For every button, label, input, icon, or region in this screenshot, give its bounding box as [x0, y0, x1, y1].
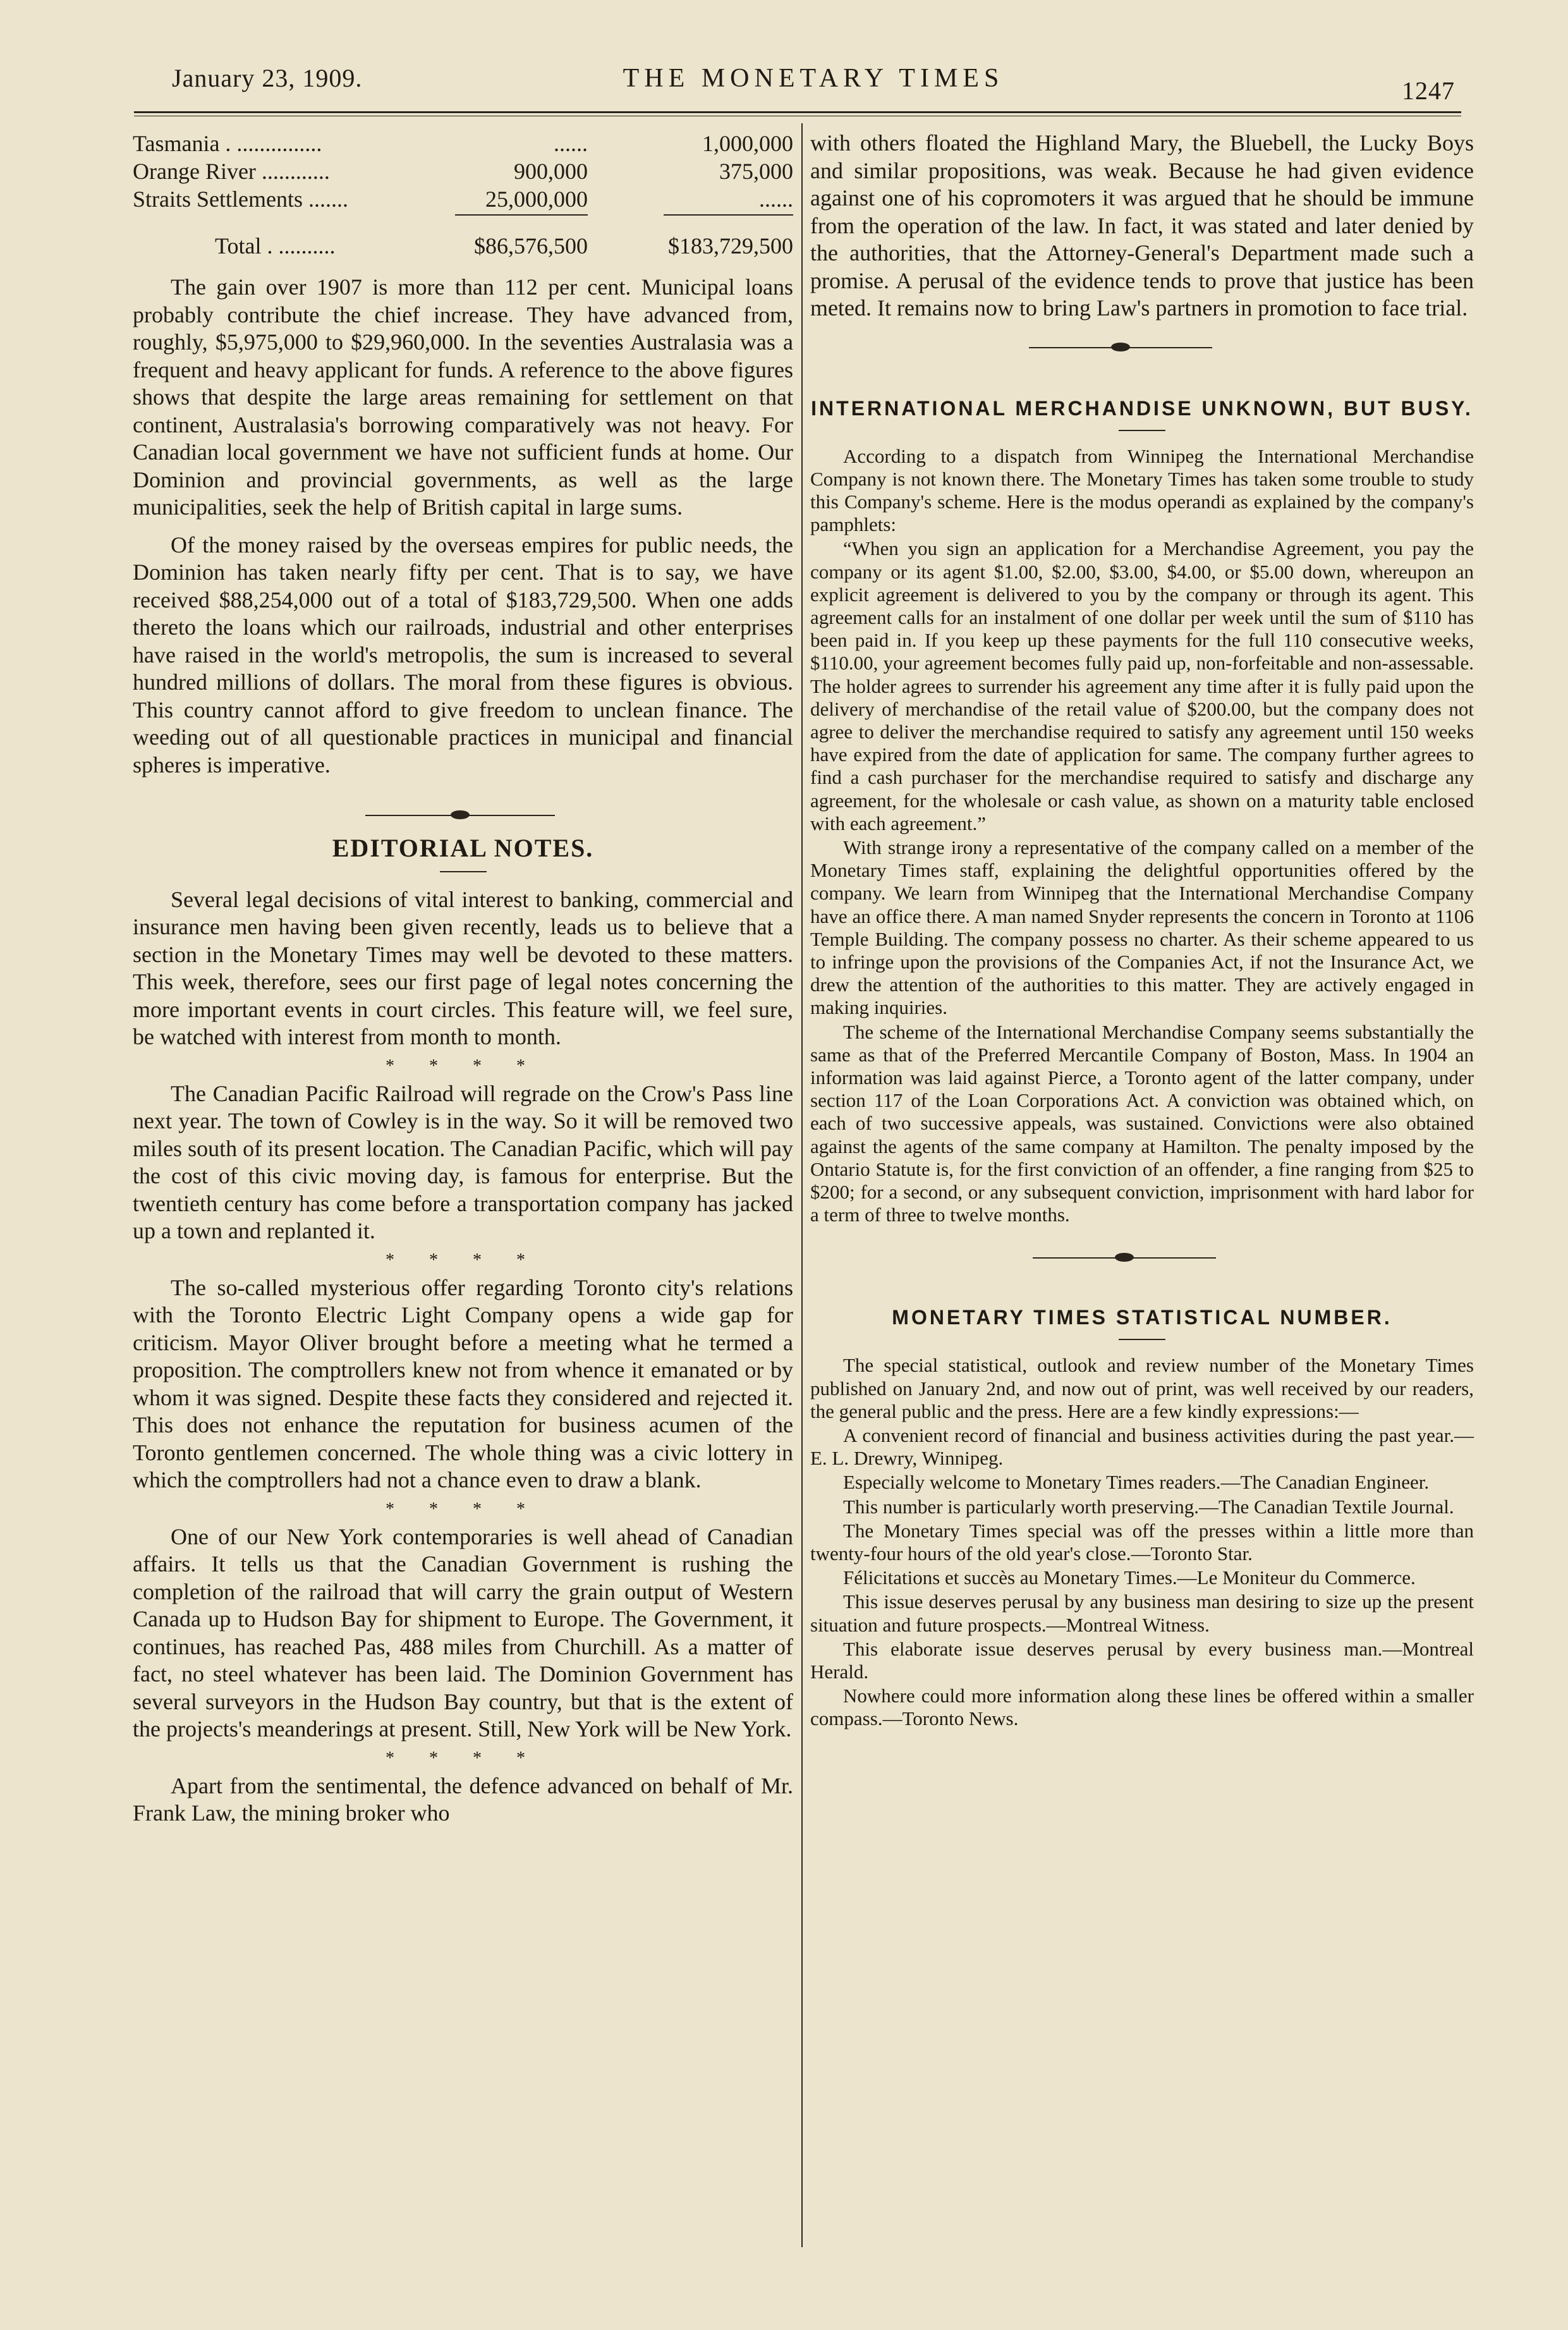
editorial-note: Several legal decisions of vital interest to banking, commercial and insurance men having been given recently, leads us to believe that a section in the Monetary Times may well be devoted to these matters. This week, therefore, sees our first page of legal notes concerning the more important events in court circles. This feature will, we feel sure, be watched with interest from month to month. [133, 886, 793, 1049]
paragraph: The scheme of the International Merchandise Company seems substantially the same as that of the Preferred Mercantile Company of Boston, Mass. In 1904 an information was laid against Pierce, a Toronto agent of the latter company, under section 117 of the Loan Corporations Act. A conviction was obtained which, on each of two successive appeals, was sustained. Convictions were also obtained against the agents of the same company at Hamilton. The penalty imposed by the Ontario Statute is, for the first conviction of an offender, a fine ranging from $25 to $200; for a second, or any subsequent conviction, imprisonment with hard labor for a term of three to twelve months. [810, 1020, 1474, 1226]
ornament-divider [810, 341, 1474, 354]
total-value: $183,729,500 [668, 233, 793, 259]
quote: This issue deserves perusal by any business man desiring to size up the present situation and future prospects.—Montreal Witness. [810, 1590, 1474, 1636]
separator-stars: * * * * [386, 1748, 540, 1768]
row-name: Straits Settlements ....... [133, 186, 348, 212]
loans-table [133, 130, 793, 260]
statistical-article [810, 1354, 1474, 1730]
ornament-divider [133, 809, 793, 822]
row-value: 1,000,000 [702, 131, 793, 156]
section-title-imu: INTERNATIONAL MERCHANDISE UNKNOWN, BUT BUSY. [811, 396, 1473, 420]
right-column [810, 130, 1474, 1731]
ornament-divider [810, 1252, 1474, 1264]
quote: Félicitations et succès au Monetary Times.—Le Moniteur du Commerce. [843, 1566, 1416, 1589]
row-value: ...... [554, 131, 588, 156]
table-row [133, 157, 793, 185]
section-title-editorial: EDITORIAL NOTES. [332, 834, 594, 862]
title-rule [440, 871, 487, 872]
quote: Especially welcome to Monetary Times readers.—The Canadian Engineer. [843, 1471, 1430, 1494]
editorial-note: The so-called mysterious offer regarding Toronto city's relations with the Toronto Electric Light Company opens a wide gap for criticism. Mayor Oliver brought before a meeting what he termed a proposition. The comptrollers knew not from whence it emanated or by whom it was signed. Despite these facts they considered and rejected it. This does not enhance the reputation for business acumen of the Toronto gentlemen concerned. The whole thing was a civic lottery in which the comptrollers had not a chance even to draw a blank. [133, 1274, 793, 1492]
section-title-statistical: MONETARY TIMES STATISTICAL NUMBER. [892, 1306, 1392, 1329]
paragraph: The special statistical, outlook and review number of the Monetary Times published on January 2nd, and now out of print, was well received by our readers, the general public and the press. Here are a few kindly expressions:— [810, 1354, 1474, 1422]
page-header [172, 63, 1455, 107]
issue-date: January 23, 1909. [172, 64, 363, 92]
quote: The Monetary Times special was off the presses within a little more than twenty-four hours of the old year's close.—Toronto Star. [810, 1519, 1474, 1565]
sum-rule [430, 213, 588, 216]
separator-stars: * * * * [386, 1056, 540, 1076]
editorial-note: Apart from the sentimental, the defence advanced on behalf of Mr. Frank Law, the mining broker who [133, 1772, 793, 1826]
publication-title: THE MONETARY TIMES [623, 64, 1004, 93]
paragraph: “When you sign an application for a Merchandise Agreement, you pay the company or its agent $1.00, $2.00, $3.00, $4.00, or $5.00 down, whereupon an explicit agreement is delivered to you by the company or through its agent. This agreement calls for an instalment of one dollar per week until the sum of $110 has been paid in. If you keep up these payments for the full 110 consecutive weeks, $110.00, your agreement becomes fully paid up, non-forfeitable and non-assessable. The holder agrees to surrender his agreement any time after it is fully paid upon the delivery of merchandise of the retail value of $200.00, but the company does not agree to deliver the merchandise required to satisfy any agreement until 150 weeks have expired from the date of application for same. The company further agrees to find a cash purchaser for the merchandise required to satisfy and discharge any agreement, for the wholesale or cash value, as shown on a maturity table enclosed with each agreement.” [810, 537, 1474, 834]
row-value: 375,000 [719, 159, 793, 184]
sum-rule [588, 213, 793, 216]
total-value: $86,576,500 [474, 233, 588, 259]
quote: Nowhere could more information along these lines be offered within a smaller compass.—Toronto News. [810, 1685, 1474, 1730]
quote: This number is particularly worth preserving.—The Canadian Textile Journal. [843, 1495, 1454, 1518]
row-value: 900,000 [514, 159, 588, 184]
paragraph: According to a dispatch from Winnipeg the International Merchandise Company is not known there. The Monetary Times has taken some trouble to study this Company's scheme. Here is the modus operandi as explained by the company's pamphlets: [810, 444, 1474, 536]
page-number: 1247 [1402, 76, 1455, 105]
imu-article [810, 445, 1474, 1227]
separator-stars: * * * * [386, 1499, 540, 1519]
row-value: ...... [759, 186, 793, 212]
row-name: Orange River ............ [133, 159, 330, 184]
paragraph: Of the money raised by the overseas empires for public needs, the Dominion has taken nearly fifty per cent. That is to say, we have received $88,254,000 out of a total of $183,729,500. When one adds thereto the loans which our railroads, industrial and other enterprises have raised in the world's metropolis, the sum is increased to several hundred millions of dollars. The moral from these figures is obvious. This country cannot afford to give freedom to unclean finance. The weeding out of all questionable practices in municipal and financial spheres is imperative. [133, 532, 793, 778]
paragraph: The gain over 1907 is more than 112 per cent. Municipal loans probably contribute the chief increase. They have advanced from, roughly, $5,975,000 to $29,960,000. In the seventies Australasia was a frequent and heavy applicant for funds. A reference to the above figures shows that despite the large areas remaining for settlement on that continent, Australasia's borrowing comparatively was not heavy. For Canadian local government we have not sufficient funds at home. Our Dominion and provincial governments, as well as the large municipalities, seek the help of British capital in large sums. [133, 274, 793, 520]
header-rule [134, 111, 1461, 113]
total-label: Total . .......... [215, 233, 336, 259]
row-name: Tasmania . ............... [133, 131, 322, 156]
left-column [133, 130, 793, 1827]
continued-paragraph: with others floated the Highland Mary, the Bluebell, the Lucky Boys and similar propositions, was weak. Because he had given evidence against one of his copromoters it was argued that he should be immune from the operation of the law. In fact, it was stated and later denied by the authorities, that the Attorney-General's Department made such a promise. A perusal of the evidence tends to prove that justice has been meted. It remains now to bring Law's partners in promotion to face trial. [810, 130, 1474, 320]
table-total-row [133, 216, 793, 260]
row-value: 25,000,000 [485, 186, 588, 212]
separator-stars: * * * * [386, 1250, 540, 1270]
paragraph: With strange irony a representative of the company called on a member of the Monetary Times staff, explaining the delightful opportunities offered by the company. We learn from Winnipeg that the International Merchandise Company have an office there. A man named Snyder represents the concern in Toronto at 1106 Temple Building. The company possess no charter. As their scheme appeared to us to infringe upon the provisions of the Companies Act, if not the Insurance Act, we drew the attention of the authorities to this matter. They are actively engaged in making inquiries. [810, 836, 1474, 1019]
column-divider [801, 123, 803, 2247]
title-rule [1119, 430, 1165, 431]
editorial-note: One of our New York contemporaries is well ahead of Canadian affairs. It tells us that the Canadian Government is rushing the completion of the railroad that will carry the grain output of Western Canada up to Hudson Bay for shipment to Europe. The Government, it continues, has reached Pas, 488 miles from Churchill. As a matter of fact, no steel whatever has been laid. The Dominion Government has several surveyors in the Hudson Bay country, but that is the extent of the projects's meanderings at present. Still, New York will be New York. [133, 1523, 793, 1741]
table-row [133, 185, 793, 213]
table-row [133, 130, 793, 157]
title-rule [1119, 1339, 1165, 1340]
quote: This elaborate issue deserves perusal by every business man.—Montreal Herald. [810, 1637, 1474, 1683]
quote: A convenient record of financial and business activities during the past year.—E. L. Drewry, Winnipeg. [810, 1424, 1474, 1470]
editorial-note: The Canadian Pacific Railroad will regrade on the Crow's Pass line next year. The town of Cowley is in the way. So it will be removed two miles south of its present location. The Canadian Pacific, which will pay the cost of this civic moving day, is famous for enterprise. But the twentieth century has come before a transportation company has jacked up a town and replanted it. [133, 1080, 793, 1243]
